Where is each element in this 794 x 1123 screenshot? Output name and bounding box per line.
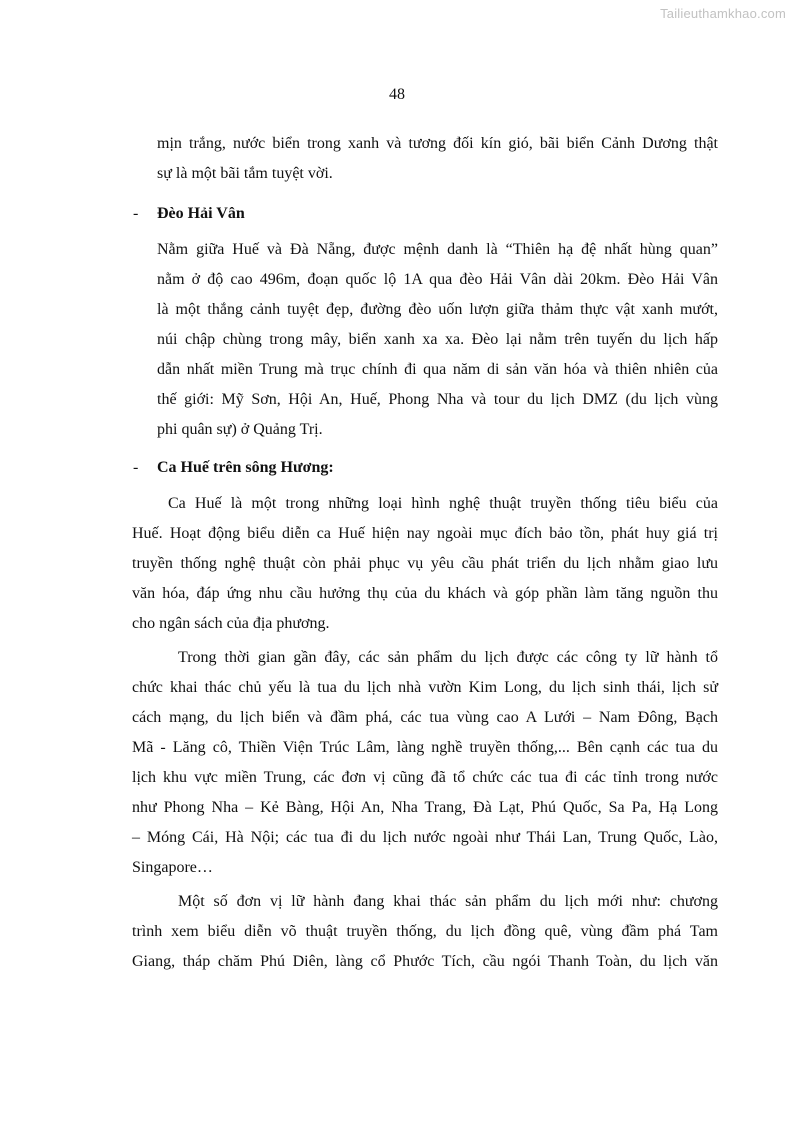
paragraph-line: Huế. Hoạt động biểu diễn ca Huế hiện nay ngoài mục đích bảo tồn, phát huy giá trị (132, 525, 718, 542)
paragraph-line: Mã - Lăng cô, Thiền Viện Trúc Lâm, làng nghề truyền thống,... Bên cạnh các tua du (132, 739, 718, 756)
paragraph-line: truyền thống nghệ thuật còn phải phục vụ yêu cầu phát triển du lịch nhằm giao lưu (132, 555, 718, 572)
paragraph-line: thế giới: Mỹ Sơn, Hội An, Huế, Phong Nha và tour du lịch DMZ (du lịch vùng (157, 391, 718, 408)
paragraph-line: là một thắng cảnh tuyệt đẹp, đường đèo uốn lượn giữa thảm thực vật xanh mướt, (157, 301, 718, 318)
paragraph-line: dẫn nhất miền Trung mà trục chính đi qua năm di sản văn hóa và thiên nhiên của (157, 361, 718, 378)
section-heading-hai-van: Đèo Hải Vân (157, 205, 245, 222)
paragraph-line: – Móng Cái, Hà Nội; các tua đi du lịch nước ngoài như Thái Lan, Trung Quốc, Lào, (132, 829, 718, 846)
bullet-dash: - (133, 205, 139, 222)
paragraph-line: sự là một bãi tắm tuyệt vời. (157, 165, 333, 182)
paragraph-line: cách mạng, du lịch biển và đầm phá, các tua vùng cao A Lưới – Nam Đông, Bạch (132, 709, 718, 726)
paragraph-line: chức khai thác chủ yếu là tua du lịch nhà vườn Kim Long, du lịch sinh thái, lịch sử (132, 679, 718, 696)
paragraph-line: Một số đơn vị lữ hành đang khai thác sản phẩm du lịch mới như: chương (178, 893, 718, 910)
paragraph-line: trình xem biểu diễn võ thuật truyền thống, du lịch đồng quê, vùng đầm phá Tam (132, 923, 718, 940)
paragraph-line: Singapore… (132, 859, 213, 876)
paragraph-line: núi chập chùng trong mây, biển xanh xa xa. Đèo lại nằm trên tuyến du lịch hấp (157, 331, 718, 348)
paragraph-line: văn hóa, đáp ứng nhu cầu hưởng thụ của du khách và góp phần làm tăng nguồn thu (132, 585, 718, 602)
paragraph-line: phi quân sự) ở Quảng Trị. (157, 421, 323, 438)
bullet-dash: - (133, 459, 139, 476)
paragraph-line: mịn trắng, nước biển trong xanh và tương đối kín gió, bãi biển Cảnh Dương thật (157, 135, 718, 152)
page-number: 48 (389, 86, 405, 103)
paragraph-line: Trong thời gian gần đây, các sản phẩm du lịch được các công ty lữ hành tổ (178, 649, 718, 666)
paragraph-line: cho ngân sách của địa phương. (132, 615, 330, 632)
paragraph-line: lịch khu vực miền Trung, các đơn vị cũng đã tổ chức các tua đi các tỉnh trong nước (132, 769, 718, 786)
paragraph-line: Nằm giữa Huế và Đà Nẵng, được mệnh danh là “Thiên hạ đệ nhất hùng quan” (157, 241, 718, 258)
paragraph-line: nằm ở độ cao 496m, đoạn quốc lộ 1A qua đèo Hải Vân dài 20km. Đèo Hải Vân (157, 271, 718, 288)
paragraph-line: Giang, tháp chăm Phú Diên, làng cổ Phước Tích, cầu ngói Thanh Toàn, du lịch văn (132, 953, 718, 970)
watermark: Tailieuthamkhao.com (660, 6, 786, 21)
paragraph-line: như Phong Nha – Kẻ Bàng, Hội An, Nha Trang, Đà Lạt, Phú Quốc, Sa Pa, Hạ Long (132, 799, 718, 816)
section-heading-ca-hue: Ca Huế trên sông Hương: (157, 459, 334, 476)
paragraph-line: Ca Huế là một trong những loại hình nghệ thuật truyền thống tiêu biểu của (168, 495, 718, 512)
